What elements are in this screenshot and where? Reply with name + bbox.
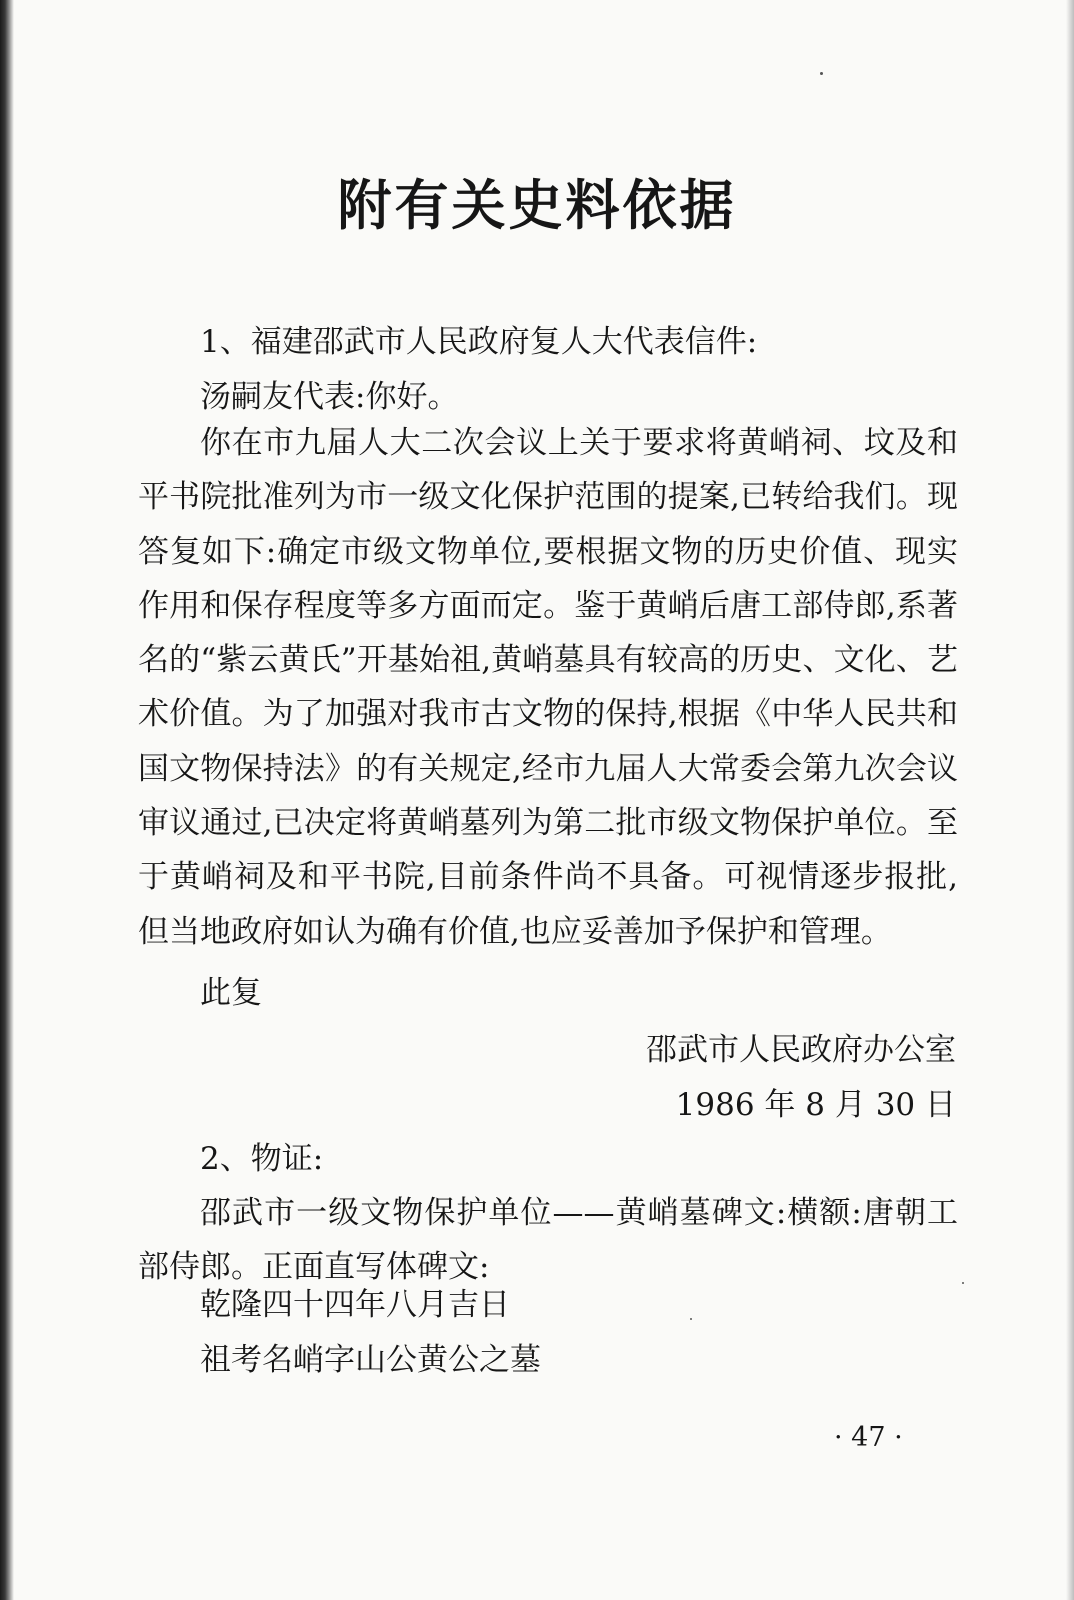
section2-heading: 2、物证: — [200, 1141, 324, 1177]
letter-date: 1986 年 8 月 30 日 — [675, 1087, 956, 1123]
scan-speck — [690, 1318, 692, 1320]
scan-speck — [820, 72, 823, 75]
evidence-body: 邵武市一级文物保护单位——黄峭墓碑文:横额:唐朝工部侍郎。正面直写体碑文: — [138, 1195, 958, 1285]
scan-shadow-right — [1066, 0, 1074, 1600]
scan-speck — [962, 1282, 964, 1284]
salutation: 汤嗣友代表:你好。 — [200, 379, 459, 415]
letter-body: 你在市九届人大二次会议上关于要求将黄峭祠、坟及和平书院批准列为市一级文化保护范围的提案,已转给我们。现答复如下:确定市级文物单位,要根据文物的历史价值、现实作用和保存程度等多方面而定。鉴于黄峭后唐工部侍郎,系著名的“紫云黄氏”开基始祖,黄峭墓具有较高的历史、文化、艺术价值。为了加强对我市古文物的保持,根据《中华人民共和国文物保持法》的有关规定,经市九届人大常委会第九次会议审议通过,已决定将黄峭墓列为第二批市级文物保护单位。至于黄峭祠及和平书院,目前条件尚不具备。可视情逐步报批,但当地政府如认为确有价值,也应妥善加予保护和管理。 — [138, 425, 958, 950]
section1-heading: 1、福建邵武市人民政府复人大代表信件: — [200, 324, 758, 360]
signature: 邵武市人民政府办公室 — [646, 1032, 956, 1068]
inscription-line: 乾隆四十四年八月吉日 — [200, 1287, 510, 1323]
page-number: · 47 · — [834, 1422, 903, 1453]
scan-shadow-left — [0, 0, 14, 1600]
page-title: 附有关史料依据 — [337, 173, 737, 237]
inscription-line: 祖考名峭字山公黄公之墓 — [200, 1342, 541, 1378]
closing: 此复 — [200, 975, 262, 1011]
